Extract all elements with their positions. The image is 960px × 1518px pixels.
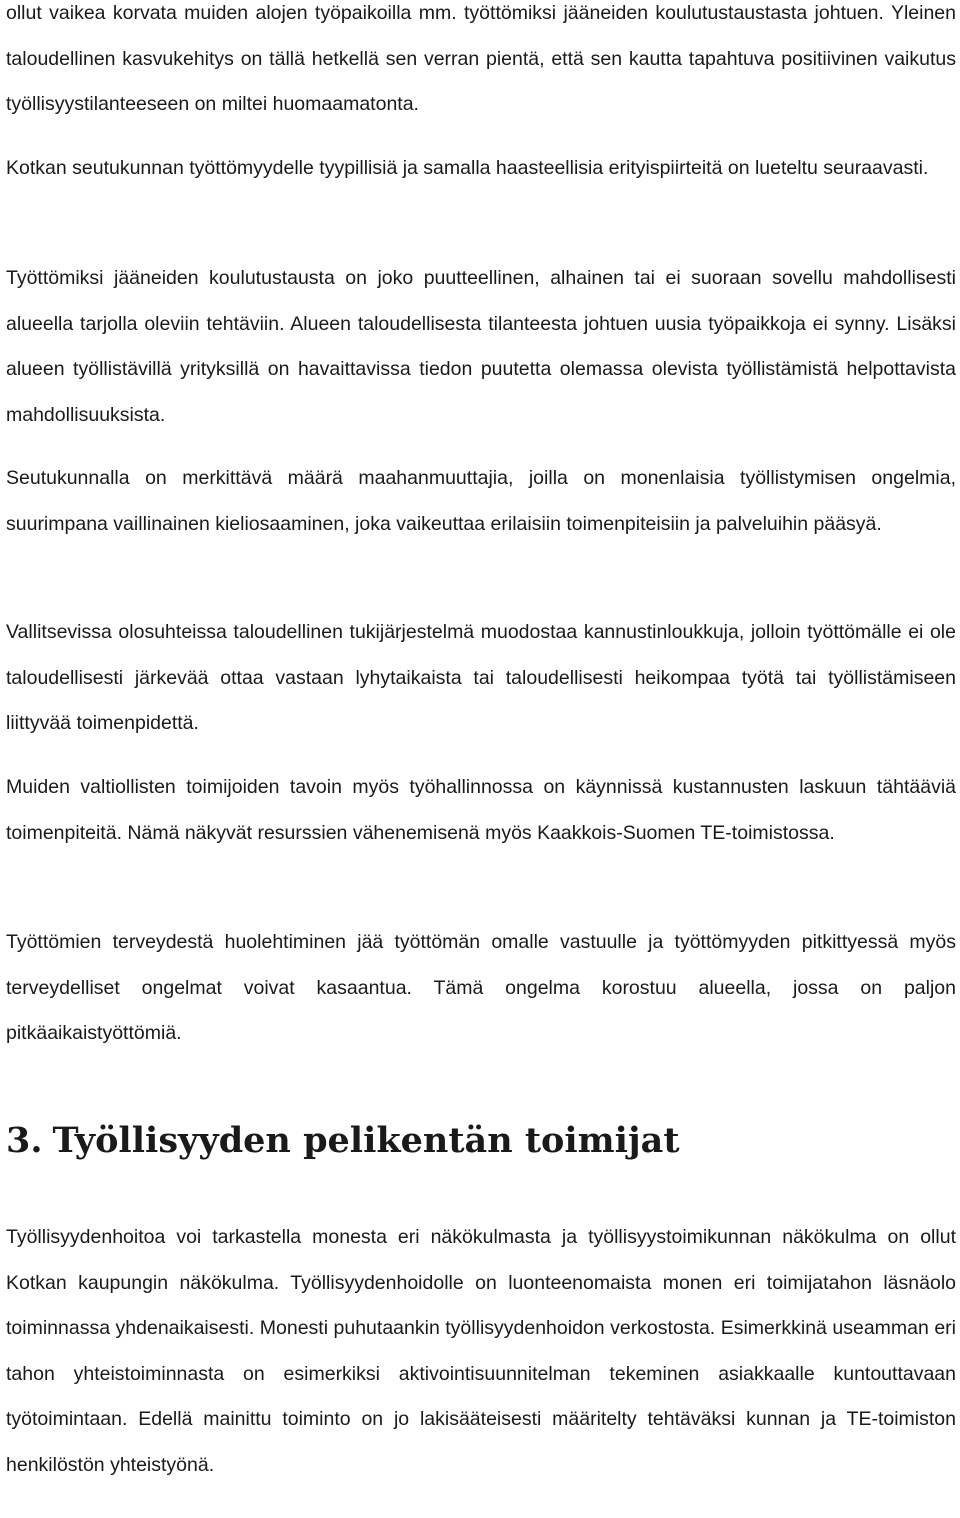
paragraph-immigrants: Seutukunnalla on merkittävä määrä maahanmuuttajia, joilla on monenlaisia työllistymisen ongelmia, suurimpana vaillinainen kieliosaaminen, joka vaikeuttaa erilaisiin toimenpiteisiin ja palveluihin pääsyä. — [6, 467, 956, 535]
paragraph-education-background: Työttömiksi jääneiden koulutustausta on joko puutteellinen, alhainen tai ei suoraan sovellu mahdollisesti alueella tarjolla oleviin tehtäviin. Alueen taloudellisesta tilanteesta johtuen uusia työpaikkoja ei synny. Lisäksi alueen työllistävillä yrityksillä on havaittavissa tiedon puutetta olemassa olevista työllistämistä helpottavista mahdollisuuksista. — [6, 267, 956, 426]
section-title: Työllisyyden pelikentän toimijat — [52, 1120, 680, 1161]
paragraph-cost-reductions: Muiden valtiollisten toimijoiden tavoin myös työhallinnossa on käynnissä kustannusten laskuun tähtääviä toimenpiteitä. Nämä näkyvät resurssien vähenemisenä myös Kaakkois-Suomen TE-toimistossa. — [6, 776, 956, 844]
paragraph-regional-characteristics-intro: Kotkan seutukunnan työttömyydelle tyypillisiä ja samalla haasteellisia erityispiirteitä on lueteltu seuraavasti. — [6, 157, 929, 179]
paragraph-health-of-unemployed: Työttömien terveydestä huolehtiminen jää työttömän omalle vastuulle ja työttömyyden pitkittyessä myös terveydelliset ongelmat voivat kasaantua. Tämä ongelma korostuu alueella, jossa on paljon pitkäaikaistyöttömiä. — [6, 931, 956, 1044]
section-heading — [6, 1113, 680, 1169]
paragraph-incentive-traps: Vallitsevissa olosuhteissa taloudellinen tukijärjestelmä muodostaa kannustinloukkuja, jolloin työttömälle ei ole taloudellisesti järkevää ottaa vastaan lyhytaikaista tai taloudellisesti heikompaa työtä tai työllistämiseen liittyvää toimenpidettä. — [6, 621, 956, 734]
paragraph-unemployment-background: ollut vaikea korvata muiden alojen työpaikoilla mm. työttömiksi jääneiden koulutustaustasta johtuen. Yleinen taloudellinen kasvukehitys on tällä hetkellä sen verran pientä, että sen kautta tapahtuva positiivinen vaikutus työllisyystilanteeseen on miltei huomaamatonta. — [6, 2, 956, 115]
section-number: 3. — [6, 1120, 43, 1161]
paragraph-employment-actors: Työllisyydenhoitoa voi tarkastella monesta eri näkökulmasta ja työllisyystoimikunnan näkökulma on ollut Kotkan kaupungin näkökulma. Työllisyydenhoidolle on luonteenomaista monen eri toimijatahon läsnäolo toiminnassa yhdenaikaisesti. Monesti puhutaankin työllisyydenhoidon verkostosta. Esimerkkinä useamman eri tahon yhteistoiminnasta on esimerkiksi aktivointisuunnitelman tekeminen asiakkaalle kuntouttavaan työtoimintaan. Edellä mainittu toiminto on jo lakisääteisesti määritelty tehtäväksi kunnan ja TE-toimiston henkilöstön yhteistyönä. — [6, 1226, 956, 1476]
